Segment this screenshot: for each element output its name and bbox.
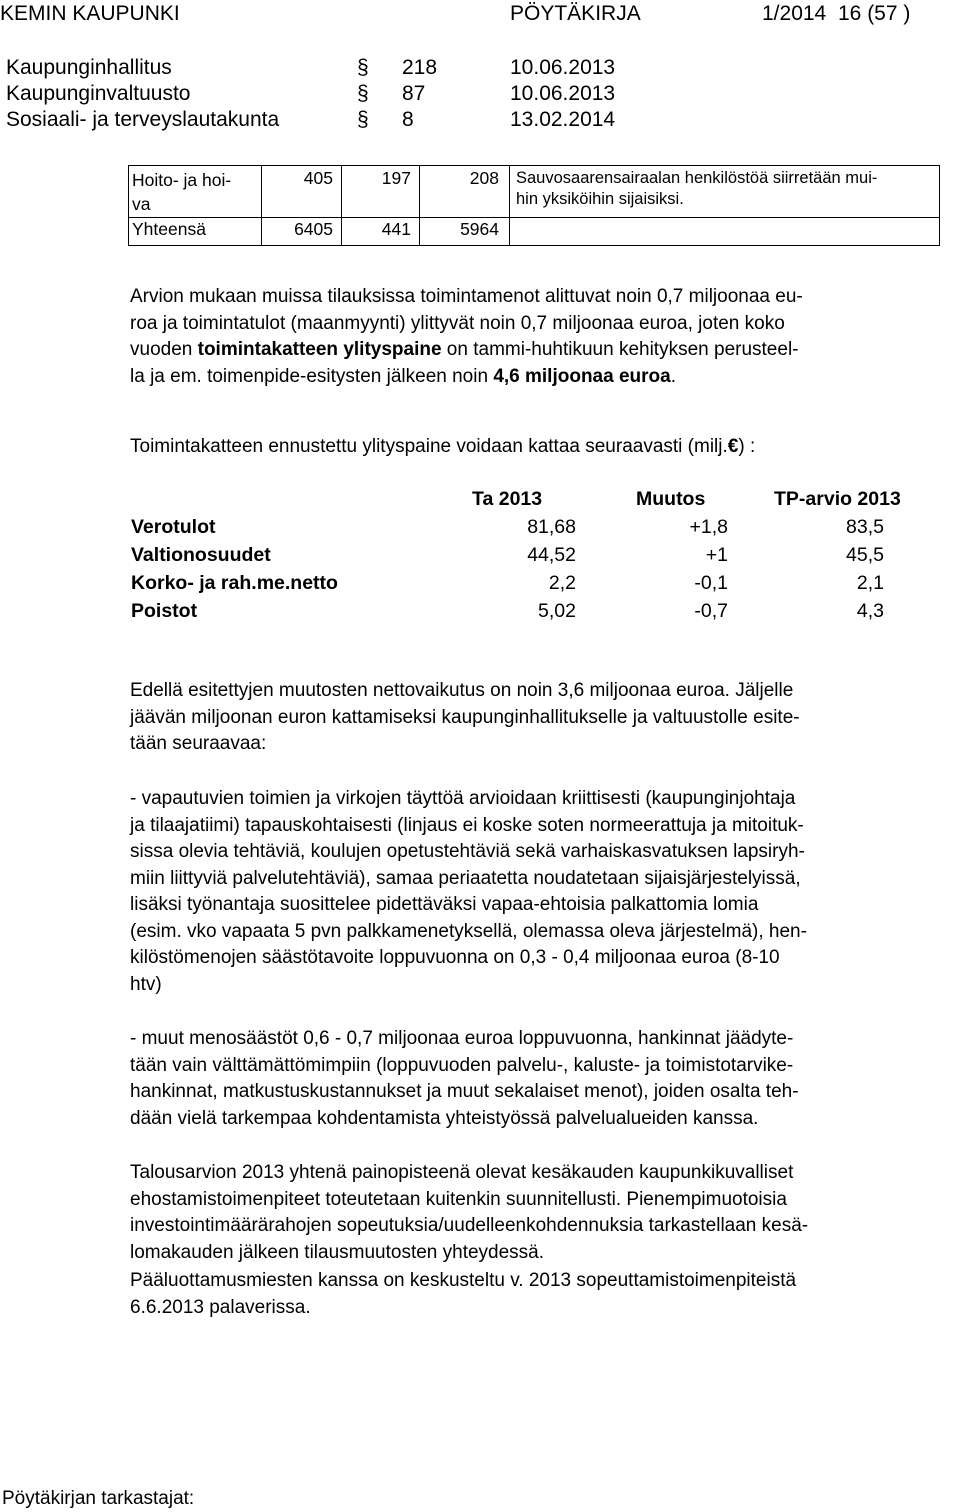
row-label: Hoito- ja hoi- va <box>129 166 262 218</box>
column-header: Muutos <box>636 488 706 510</box>
table-cell: 5964 <box>420 218 510 246</box>
header-org: KEMIN KAUPUNKI <box>0 2 180 25</box>
section-number: 8 <box>402 108 414 131</box>
row-label: Korko- ja rah.me.netto <box>131 572 338 594</box>
table-cell: +1 <box>705 544 728 566</box>
table-cell: 197 <box>342 166 420 218</box>
paragraph-net-effect: Edellä esitettyjen muutosten nettovaikutus on noin 3,6 miljoonaa euroa. Jäljelle jäävän miljoonan euron kattamiseksi kaupunginhallitukselle ja valtuustolle esite- tään seuraavaa: <box>130 680 800 754</box>
table-cell: 81,68 <box>527 516 576 538</box>
table-row <box>129 218 940 246</box>
row-label: Valtionosuudet <box>131 544 271 566</box>
table-cell: 6405 <box>262 218 342 246</box>
section-number: 87 <box>402 82 426 105</box>
section-date: 13.02.2014 <box>510 108 616 131</box>
table-cell: 4,3 <box>856 600 884 622</box>
section-body: Kaupunginhallitus <box>6 56 172 79</box>
table-cell: 5,02 <box>538 600 576 622</box>
staff-transfer-table <box>128 165 940 246</box>
row-label: Yhteensä <box>129 218 262 246</box>
header-page: 16 (57 ) <box>838 2 911 25</box>
paragraph-other-savings: - muut menosäästöt 0,6 - 0,7 miljoonaa euroa loppuvuonna, hankinnat jäädyte- tään vain välttämättömimpiin (loppuvuoden palvelu-, kaluste- ja toimistotarvike- hankinnat, matkustuskustannukset ja muut sekalaiset menot), joiden osalta teh- dään vielä tarkempaa kohdentamista yhteistyössä palvelualueiden kanssa. <box>130 1028 799 1129</box>
table-cell: 44,52 <box>527 544 576 566</box>
table-cell: 45,5 <box>846 544 884 566</box>
section-symbol: § <box>357 56 369 79</box>
section-date: 10.06.2013 <box>510 56 616 79</box>
section-body: Kaupunginvaltuusto <box>6 82 191 105</box>
footer-checkers-label: Pöytäkirjan tarkastajat: <box>2 1488 195 1509</box>
row-label: Poistot <box>131 600 198 622</box>
section-date: 10.06.2013 <box>510 82 616 105</box>
paragraph-budget-priorities: Talousarvion 2013 yhtenä painopisteenä olevat kesäkauden kaupunkikuvalliset ehostamistoimenpiteet toteutetaan kuitenkin suunnitellusti. Pienempimuotoisia investointimäärärahojen sopeutuksia/uudelleenkohdennuksia tarkastellaan kesä- lomakauden jälkeen tilausmuutosten yhteydessä. <box>130 1162 809 1263</box>
table-cell: +1,8 <box>689 516 728 538</box>
section-symbol: § <box>357 108 369 131</box>
row-note <box>510 218 940 246</box>
paragraph-union-discussion: Pääluottamusmiesten kanssa on keskusteltu v. 2013 sopeuttamistoimenpiteistä 6.6.2013 palaverissa. <box>130 1270 797 1318</box>
paragraph-coverage-intro: Toimintakatteen ennustettu ylityspaine voidaan kattaa seuraavasti (milj.€) : <box>130 436 756 457</box>
paragraph-estimate: Arvion mukaan muissa tilauksissa toimintamenot alittuvat noin 0,7 miljoonaa eu- roa ja toimintatulot (maanmyynti) ylittyvät noin 0,7 miljoonaa euroa, joten koko vuoden toimintakatteen ylityspaine on tammi-huhtikuun kehityksen perusteel- la ja em. toimenpide-esitysten jälkeen noin 4,6 miljoonaa euroa. <box>130 286 803 387</box>
section-number: 218 <box>402 56 438 79</box>
table-cell: 2,2 <box>548 572 576 594</box>
row-label: Verotulot <box>131 516 216 538</box>
table-row <box>129 166 940 218</box>
paragraph-staffing-measures: - vapautuvien toimien ja virkojen täyttöä arvioidaan kriittisesti (kaupunginjohtaja ja tilaajatiimi) tapauskohtaisesti (linjaus ei koske soten normeerattuja ja mitoituk- sissa olevia tehtäviä, koulujen opetustehtäviä sekä varhaiskasvatuksen lapsiryh- miin liittyviä palvelutehtäviä), samaa periaatetta noudatetaan sijaisjärjestelyissä, lisäksi työnantaja suosittelee pidettäväksi vapaa-ehtoisia palkattomia lomia (esim. vko vapaata 5 pvn palkkamenetyksellä, olemassa oleva järjestelmä), hen- kilöstömenojen säästötavoite loppuvuonna on 0,3 - 0,4 miljoonaa euroa (8-10 htv) <box>130 788 807 995</box>
header-doc-number: 1/2014 <box>762 2 827 25</box>
column-header: Ta 2013 <box>472 488 543 510</box>
table-cell: 208 <box>420 166 510 218</box>
section-symbol: § <box>357 82 369 105</box>
table-cell: 2,1 <box>856 572 884 594</box>
table-cell: -0,7 <box>694 600 728 622</box>
column-header: TP-arvio 2013 <box>774 488 901 510</box>
header-doc-type: PÖYTÄKIRJA <box>510 2 641 25</box>
table-cell: 441 <box>342 218 420 246</box>
table-cell: -0,1 <box>694 572 728 594</box>
table-cell: 405 <box>262 166 342 218</box>
table-cell: 83,5 <box>846 516 884 538</box>
section-body: Sosiaali- ja terveyslautakunta <box>6 108 280 131</box>
row-note: Sauvosaarensairaalan henkilöstöä siirretään mui- hin yksiköihin sijaisiksi. <box>510 166 940 218</box>
